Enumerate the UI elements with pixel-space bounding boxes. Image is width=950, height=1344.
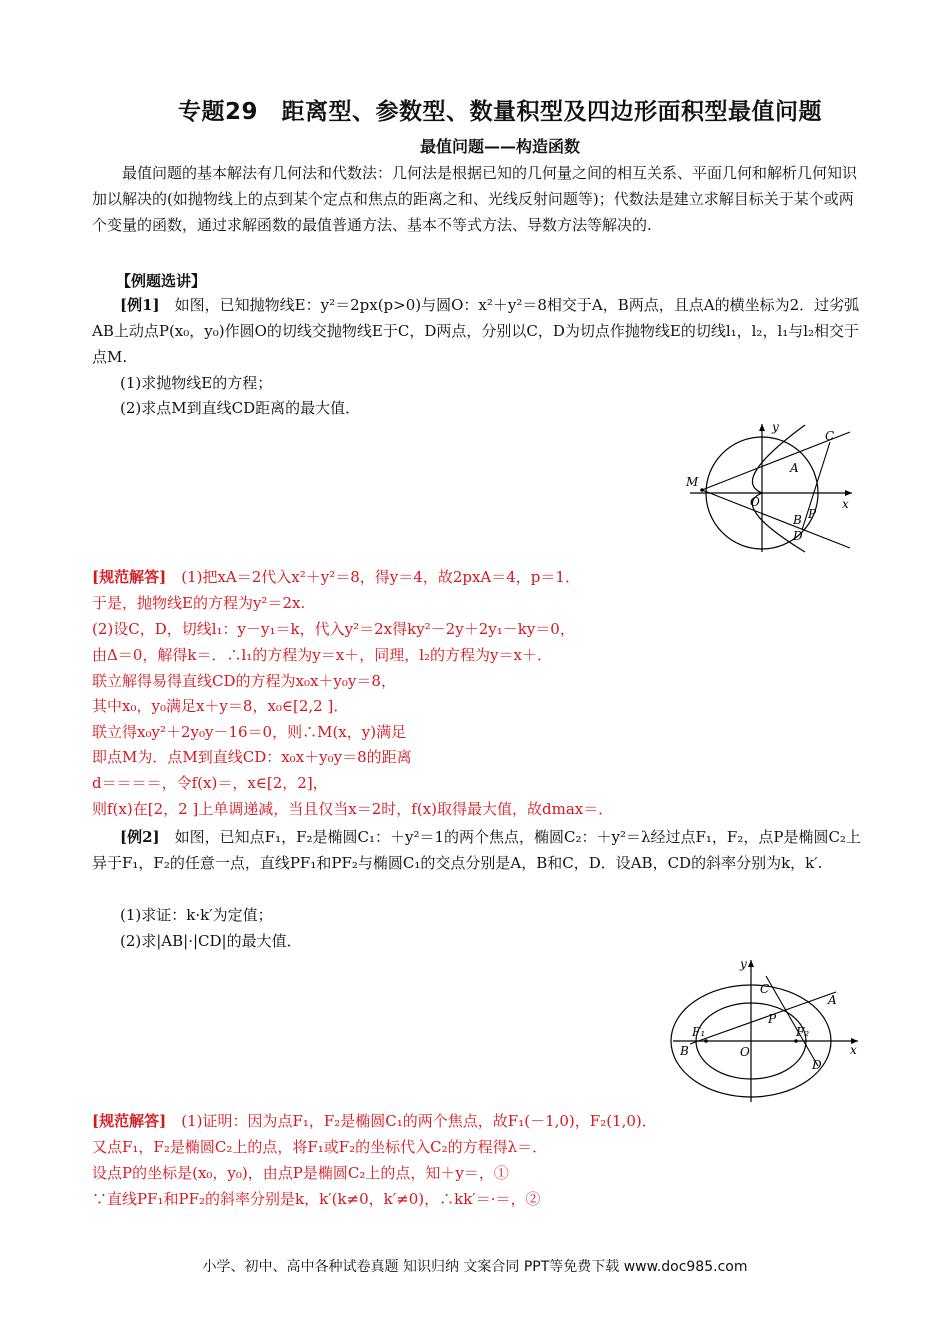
example1-question1: (1)求抛物线E的方程； [120,374,273,392]
solution2-line4: ∵直线PF₁和PF₂的斜率分别是k，k′(k≠0，k′≠0)，∴kk′＝·＝，② [92,1190,541,1208]
example2-label: [例2] [120,828,160,846]
fig2-d-label: D [812,1058,822,1072]
fig2-p-label: P [768,1012,777,1026]
fig1-origin-label: O [750,495,760,509]
fig1-m-label: M [686,475,699,489]
example2-question2: (2)求|AB|·|CD|的最大值． [120,932,302,950]
fig2-b-label: B [680,1044,689,1058]
fig1-d-label: D [793,529,803,543]
solution2-text-0: (1)证明：因为点F₁，F₂是椭圆C₁的两个焦点，故F₁(－1,0)，F₂(1,0)． [181,1112,657,1130]
point-f2 [794,1039,798,1043]
fig2-f2-label: F₂ [796,1025,810,1039]
solution1-line6: 其中x₀，y₀满足x＋y＝8，x₀∈[2,2 ]． [92,697,349,715]
solution2-line1 [92,1110,657,1131]
fig2-y-label: y [740,957,747,971]
solution1-line8: 即点M为．点M到直线CD：x₀x＋y₀y＝8的距离 [92,748,412,766]
fig2-x-label: x [850,1043,857,1057]
example1-question2: (2)求点M到直线CD距离的最大值． [120,399,361,417]
example1-text [92,292,862,370]
section-heading: 【例题选讲】 [116,272,207,290]
tangent-l2 [702,490,850,548]
y-axis-arrow [759,424,765,431]
solution2-line2: 又点F₁，F₂是椭圆C₂上的点，将F₁或F₂的坐标代入C₂的方程得λ＝． [92,1138,548,1156]
solution1-label: [规范解答] [92,568,167,586]
solution1-line9: d＝＝＝＝，令f(x)＝，x∈[2，2]， [92,774,328,792]
fig2-origin-label: O [740,1045,750,1059]
fig2-a-label: A [828,993,837,1007]
fig1-x-label: x [842,497,849,511]
example1-statement: 如图，已知抛物线E：y²＝2px(p>0)与圆O：x²＋y²＝8相交于A，B两点，且点A的横坐标为2．过劣弧AB上动点P(x₀，y₀)作圆O的切线交抛物线E于C，D两点，分别以C，D为切点作抛物线E的切线l₁，l₂，l₁与l₂相交于点M. [92,296,860,366]
solution1-line5: 联立解得易得直线CD的方程为x₀x＋y₀y＝8， [92,672,396,690]
parabola-circle-figure [680,420,855,555]
example1-label: [例1] [120,296,160,314]
solution1-line1 [92,566,580,587]
fig1-b-label: B [793,513,802,527]
page-subtitle: 最值问题——构造函数 [419,137,580,156]
solution1-text-0: (1)把xA＝2代入x²＋y²＝8，得y＝4，故2pxA＝4，p＝1． [181,568,580,586]
fig1-a-label: A [790,461,799,475]
solution1-line4: 由Δ＝0，解得k＝．∴l₁的方程为y＝x＋，同理，l₂的方程为y＝x＋． [92,646,552,664]
line-ab [690,992,836,1044]
fig1-p-label: P [808,507,817,521]
fig1-y-label: y [772,420,779,434]
intro-paragraph: 最值问题的基本解法有几何法和代数法：几何法是根据已知的几何量之间的相互关系、平面几何和解析几何知识加以解决的(如抛物线上的点到某个定点和焦点的距离之和、光线反射问题等)；代数法是建立求解目标关于某个或两个变量的函数，通过求解函数的最值普通方法、基本不等式方法、导数方法等解决的. [92,164,858,234]
example2-text [92,824,862,876]
fig2-c-label: C [760,982,770,996]
fig1-c-label: C [825,429,835,443]
point-f1 [704,1039,708,1043]
solution2-line3: 设点P的坐标是(x₀，y₀)，由点P是椭圆C₂上的点，知＋y＝，① [92,1164,509,1182]
solution1-line7: 联立得x₀y²＋2y₀y－16＝0，则∴M(x，y)满足 [92,723,407,741]
solution1-line3: (2)设C，D，切线l₁：y－y₁＝k，代入y²＝2x得ky²－2y＋2y₁－ky＝0， [92,620,575,638]
y-axis-arrow [748,960,754,967]
page-title: 专题29 距离型、参数型、数量积型及四边形面积型最值问题 [177,99,822,125]
x-axis-arrow [845,490,852,496]
solution2-label: [规范解答] [92,1112,167,1130]
fig2-f1-label: F₁ [692,1025,706,1039]
example2-question1: (1)求证：k·k′为定值； [120,906,273,924]
solution1-line10: 则f(x)在[2，2 ]上单调递减，当且仅当x＝2时，f(x)取得最大值，故dmax＝． [92,800,614,818]
solution1-line2: 于是，抛物线E的方程为y²＝2x. [92,594,306,612]
ellipses-figure [668,956,863,1104]
example2-statement: 如图，已知点F₁，F₂是椭圆C₁：＋y²＝1的两个焦点，椭圆C₂：＋y²＝λ经过点F₁，F₂，点P是椭圆C₂上异于F₁，F₂的任意一点，直线PF₁和PF₂与椭圆C₁的交点分别是A，B和C，D．设AB，CD的斜率分别为k，k′. [92,828,861,872]
point-m [700,488,704,492]
page-footer: 小学、初中、高中各种试卷真题 知识归纳 文案合同 PPT等免费下载 www.doc985.com [202,1259,748,1275]
